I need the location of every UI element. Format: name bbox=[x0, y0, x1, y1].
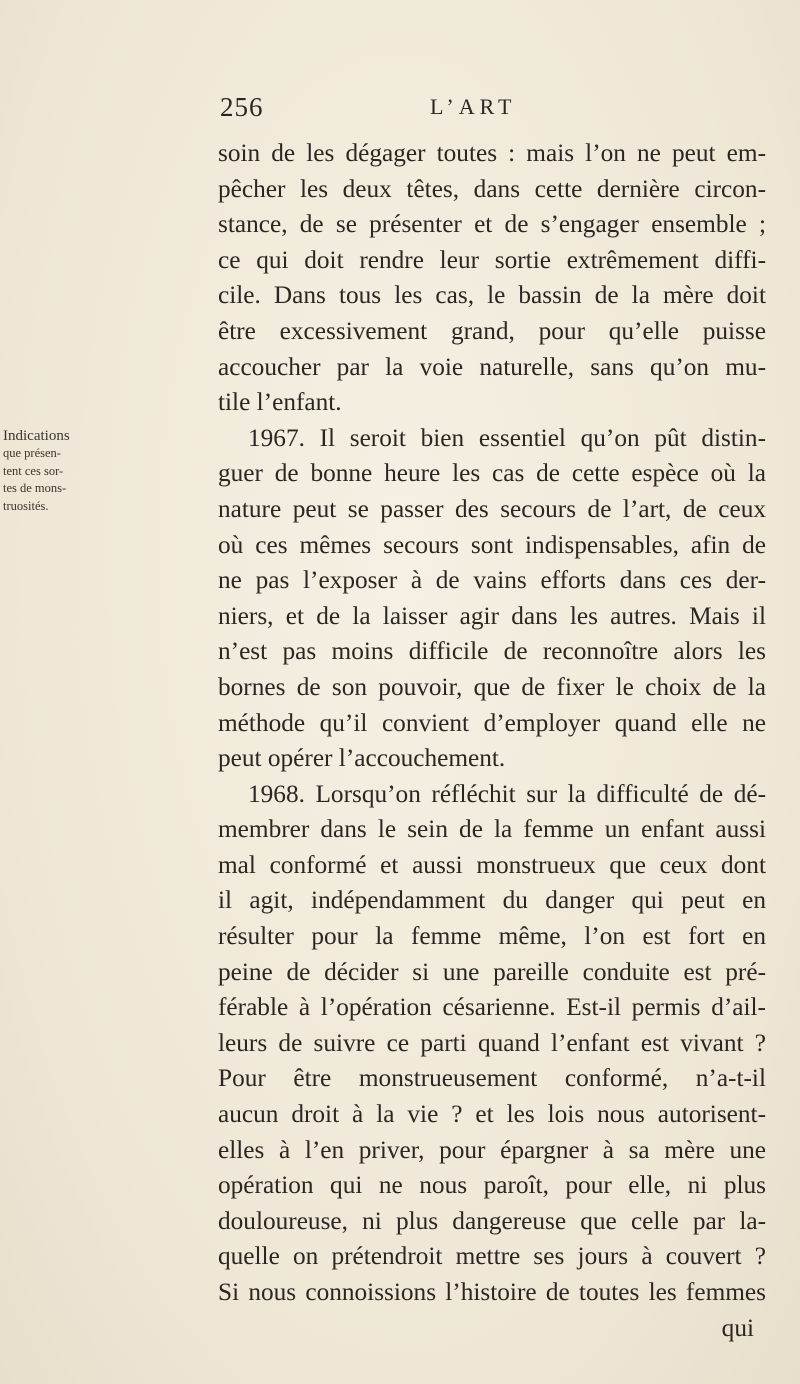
text-line: elles à l’en priver, pour épargner à sa mère une bbox=[218, 1135, 766, 1164]
text-line: où ces mêmes secours sont indispensables, afin de bbox=[218, 530, 766, 559]
text-line: peine de décider si une pareille conduite est pré- bbox=[218, 957, 766, 986]
margin-note-line: tes de mons- bbox=[3, 481, 67, 495]
text-line: résulter pour la femme même, l’on est fort en bbox=[218, 922, 766, 951]
paragraph-1968-start: 1968. Lorsqu’on réfléchit sur la difficulté de dé- bbox=[248, 779, 766, 808]
text-line: quelle on prétendroit mettre ses jours à couvert ? bbox=[218, 1242, 766, 1271]
margin-note-line: que présen- bbox=[3, 446, 61, 460]
body-text bbox=[218, 136, 766, 1346]
text-line: douloureuse, ni plus dangereuse que celle par la- bbox=[218, 1206, 766, 1235]
margin-note-line: truosités. bbox=[3, 498, 49, 513]
text-line: stance, de se présenter et de s’engager ensemble ; bbox=[218, 210, 766, 239]
catchword: qui bbox=[721, 1313, 754, 1342]
text-line: aucun droit à la vie ? et les lois nous autorisent- bbox=[218, 1100, 766, 1129]
text-line: cile. Dans tous les cas, le bassin de la mère doit bbox=[218, 281, 766, 310]
text-line: méthode qu’il convient d’employer quand elle ne bbox=[218, 708, 766, 737]
text-line: ne pas l’exposer à de vains efforts dans ces der- bbox=[218, 566, 766, 595]
text-line: il agit, indépendamment du danger qui peut en bbox=[218, 886, 766, 915]
text-line: être excessivement grand, pour qu’elle puisse bbox=[218, 316, 766, 345]
running-title: L’ART bbox=[430, 94, 517, 119]
margin-note-line: tent ces sor- bbox=[3, 463, 64, 478]
margin-note bbox=[3, 427, 81, 515]
page-header bbox=[220, 92, 680, 126]
text-line: ce qui doit rendre leur sortie extrêmement diffi- bbox=[218, 245, 766, 274]
text-line: guer de bonne heure les cas de cette espèce où la bbox=[218, 459, 766, 488]
text-line: soin de les dégager toutes : mais l’on ne peut em- bbox=[218, 139, 766, 167]
text-line: accoucher par la voie naturelle, sans qu’on mu- bbox=[218, 352, 766, 381]
text-line: tile l’enfant. bbox=[218, 388, 342, 417]
text-line: peut opérer l’accouchement. bbox=[218, 744, 506, 773]
text-line: Si nous connoissions l’histoire de toutes les femmes bbox=[218, 1278, 766, 1306]
text-line: opération qui ne nous paroît, pour elle, ni plus bbox=[218, 1171, 766, 1200]
text-line: mal conformé et aussi monstrueux que ceux dont bbox=[218, 850, 766, 879]
paragraph-1967-start: 1967. Il seroit bien essentiel qu’on pût distin- bbox=[248, 423, 766, 452]
margin-note-line: Indications bbox=[3, 428, 70, 444]
text-line: n’est pas moins difficile de reconnoître alors les bbox=[218, 637, 766, 666]
text-line: nature peut se passer des secours de l’art, de ceux bbox=[218, 494, 766, 523]
text-line: bornes de son pouvoir, que de fixer le choix de la bbox=[218, 672, 766, 701]
text-line: membrer dans le sein de la femme un enfant aussi bbox=[218, 815, 766, 844]
text-line: pêcher les deux têtes, dans cette dernière circon- bbox=[218, 174, 766, 203]
text-line: niers, et de la laisser agir dans les autres. Mais il bbox=[218, 601, 766, 630]
page-number: 256 bbox=[220, 92, 264, 122]
text-line: férable à l’opération césarienne. Est-il permis d’ail- bbox=[218, 993, 766, 1022]
text-line: Pour être monstrueusement conformé, n’a-t-il bbox=[218, 1064, 766, 1093]
text-line: leurs de suivre ce parti quand l’enfant est vivant ? bbox=[218, 1028, 766, 1057]
